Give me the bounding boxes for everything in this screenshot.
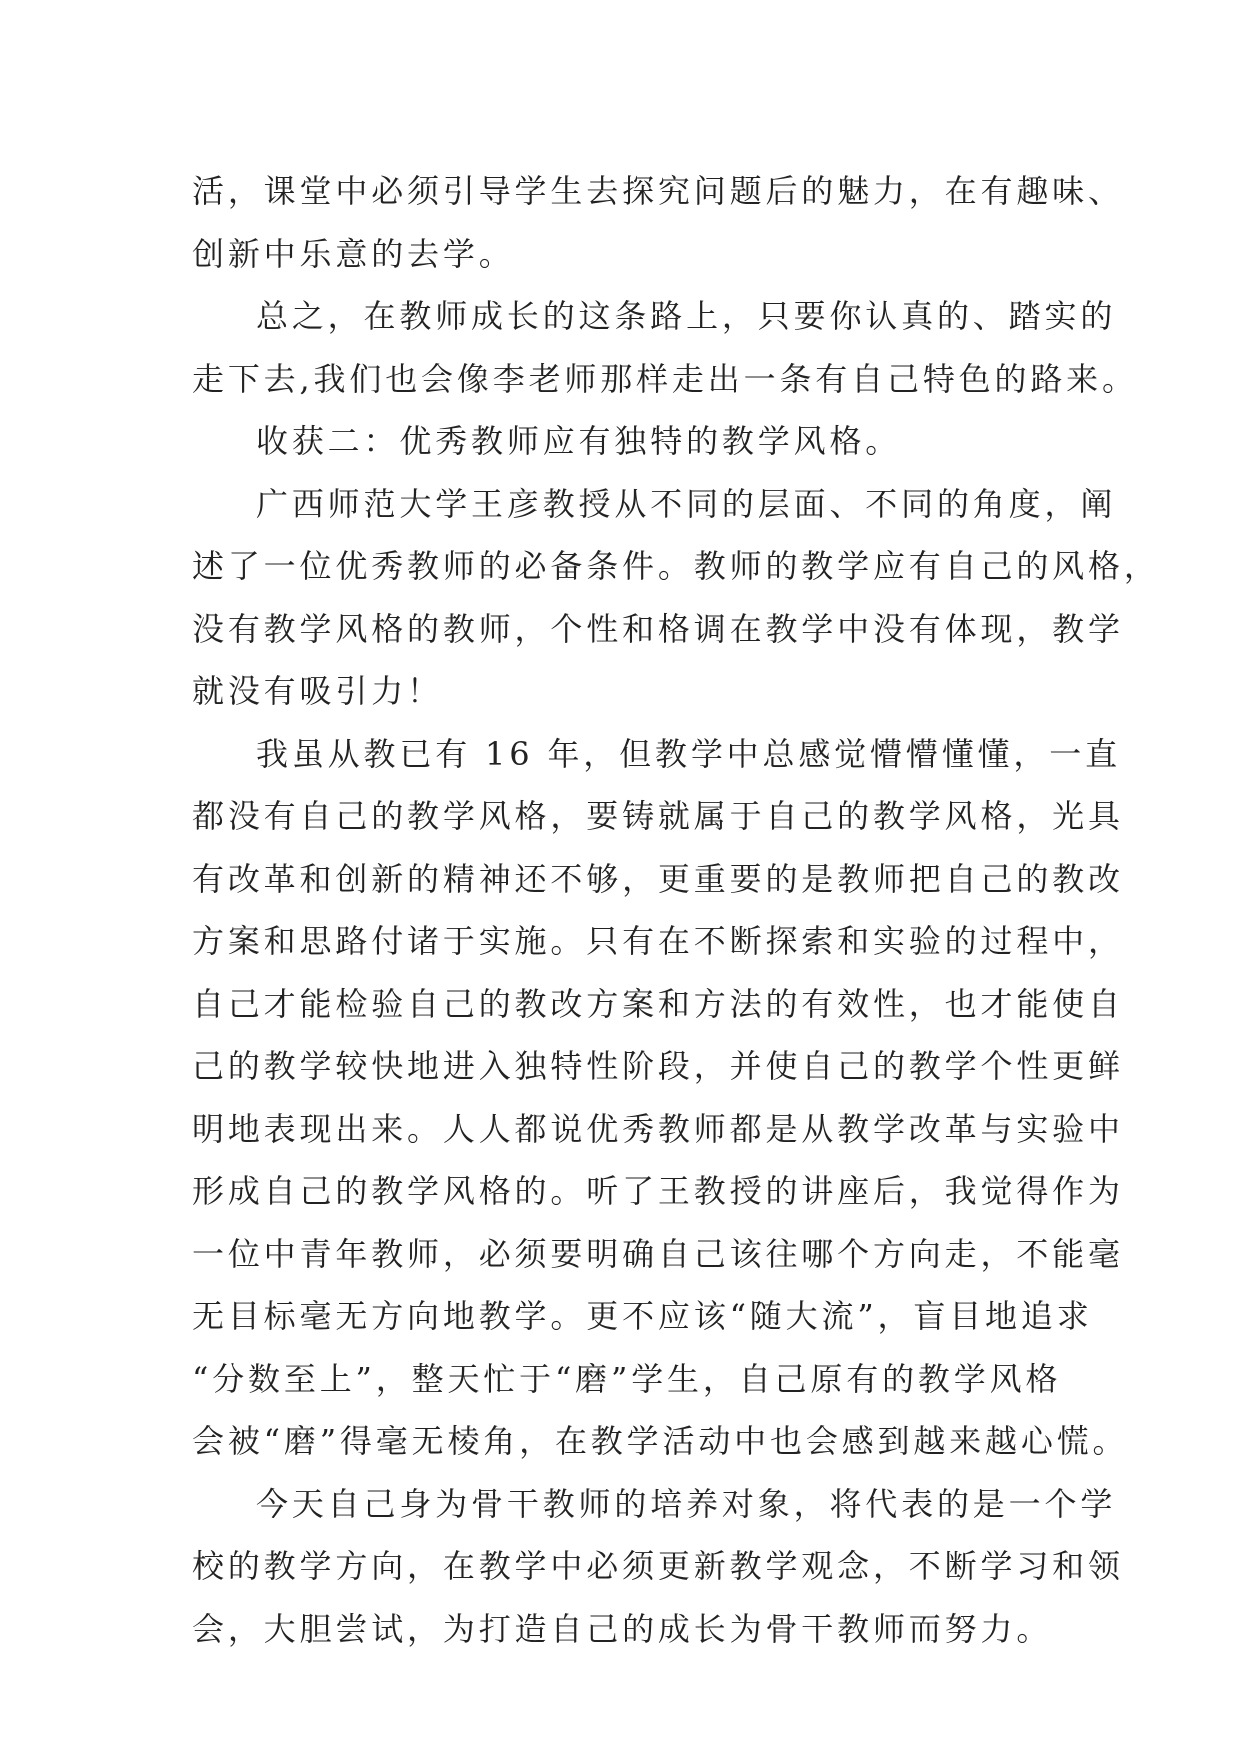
text-line: 都没有自己的教学风格，要铸就属于自己的教学风格，光具 bbox=[192, 797, 1124, 835]
text-line: 走下去,我们也会像李老师那样走出一条有自己特色的路来。 bbox=[192, 359, 1138, 398]
text-line: 就没有吸引力！ bbox=[192, 672, 443, 710]
text-line: 有改革和创新的精神还不够，更重要的是教师把自己的教改 bbox=[192, 859, 1124, 898]
text-line: 总之，在教师成长的这条路上，只要你认真的、踏实的 bbox=[256, 297, 1117, 335]
text-line: 明地表现出来。人人都说优秀教师都是从教学改革与实验中 bbox=[192, 1109, 1124, 1148]
text-line: 己的教学较快地进入独特性阶段，并使自己的教学个性更鲜 bbox=[192, 1047, 1124, 1085]
text-line: 我虽从教已有 16 年，但教学中总感觉懵懵懂懂，一直 bbox=[256, 734, 1121, 773]
text-line: 述了一位优秀教师的必备条件。教师的教学应有自己的风格， bbox=[192, 547, 1160, 585]
text-line: 无目标毫无方向地教学。更不应该“随大流”，盲目地追求 bbox=[192, 1297, 1093, 1335]
text-line: 形成自己的教学风格的。听了王教授的讲座后，我觉得作为 bbox=[192, 1172, 1124, 1210]
text-line: 创新中乐意的去学。 bbox=[192, 234, 515, 273]
text-line: 没有教学风格的教师，个性和格调在教学中没有体现，教学 bbox=[192, 609, 1124, 648]
text-line: 今天自己身为骨干教师的培养对象，将代表的是一个学 bbox=[256, 1484, 1117, 1523]
text-line: 方案和思路付诸于实施。只有在不断探索和实验的过程中， bbox=[192, 922, 1124, 960]
text-line: 广西师范大学王彦教授从不同的层面、不同的角度，阐 bbox=[256, 484, 1117, 523]
text-line: 一位中青年教师，必须要明确自己该往哪个方向走，不能毫 bbox=[192, 1234, 1124, 1273]
text-line: 校的教学方向，在教学中必须更新教学观念，不断学习和领 bbox=[192, 1547, 1124, 1585]
text-line: 会被“磨”得毫无棱角，在教学活动中也会感到越来越心慌。 bbox=[192, 1422, 1129, 1460]
text-line: 活，课堂中必须引导学生去探究问题后的魅力，在有趣味、 bbox=[192, 172, 1124, 210]
text-line: “分数至上”，整天忙于“磨”学生，自己原有的教学风格 bbox=[192, 1359, 1062, 1398]
body-text bbox=[192, 160, 1160, 1660]
text-line: 会，大胆尝试，为打造自己的成长为骨干教师而努力。 bbox=[192, 1609, 1053, 1648]
text-line: 自己才能检验自己的教改方案和方法的有效性，也才能使自 bbox=[192, 984, 1124, 1023]
section-heading: 收获二：优秀教师应有独特的教学风格。 bbox=[256, 422, 902, 460]
